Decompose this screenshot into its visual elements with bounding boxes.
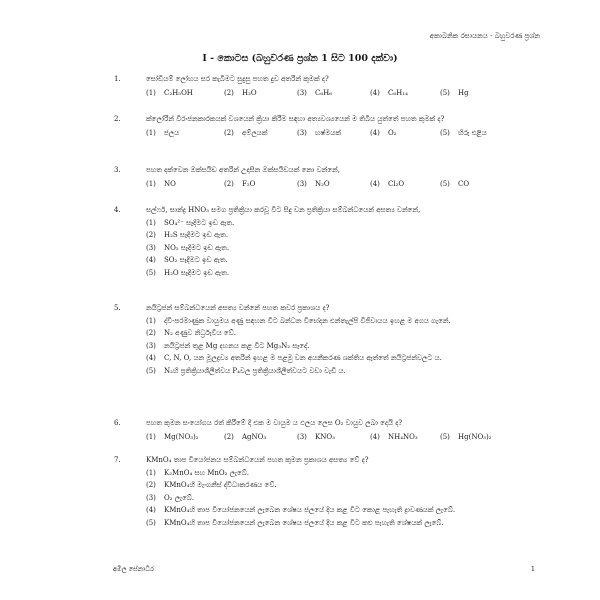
option-5: (5) CO: [440, 180, 470, 188]
question-5: [114, 303, 544, 377]
option-4: (4) C₆H₁₄: [370, 89, 408, 97]
option-5: (5) Hg: [440, 89, 469, 97]
option-4: (4) SO₂ සෑදීමට ඉඩ ඇත.: [146, 256, 228, 264]
option-2: (2) KMnO₄හි මැංගනීස් ද්විධාකරණය වේ.: [146, 481, 277, 489]
option-3: (3) නයිට්‍රජන් තුළ Mg දහනය කළ විට Mg₃N₂ සෑදේ.: [146, 341, 310, 350]
options-row: [146, 179, 544, 190]
option-4: (4) O₂: [370, 129, 397, 137]
question-stem: පහත දක්වෙන ඔක්සයිඩ අතරින් උදාසීන ඔක්සයිඩයක් නො වන්නේ,: [146, 166, 340, 174]
options-column: [114, 316, 544, 377]
question-stem: සල්ෆර්, සාන්ද්‍ර HNO₃ සමග ප්‍රතික්‍රියා කරවූ විට සිදු වන ප්‍රතික්‍රියා සම්බන්ධයෙන් අසත්‍ය වන්නේ,: [146, 206, 421, 214]
options-row: [146, 432, 544, 443]
option-2: (2) H₂O: [224, 89, 257, 97]
option-1: (1) ජලය: [146, 129, 180, 137]
question-1: [114, 74, 544, 99]
option-3: (3) N₂O: [297, 180, 330, 188]
header-title: අකාබනික රසායනය - බහුවරණ ප්‍රශ්න: [429, 32, 540, 40]
question-4: [114, 205, 544, 279]
option-5: (5) Hg(NO₃)₂: [440, 433, 492, 441]
option-4: (4) Cl₂O: [370, 180, 405, 188]
option-2: (2) N₂ අණුව නිර්ධ්‍රැවීය වේ.: [146, 329, 236, 337]
question-number: 5.: [114, 304, 121, 312]
option-2: (2) H₂S සෑදීමට ඉඩ ඇත.: [146, 231, 229, 239]
footer-author: අමිල සේනාධිර: [113, 565, 154, 573]
option-5: (5) H₂O සෑදීමට ඉඩ ඇත.: [146, 268, 230, 277]
option-1: (1) Mg(NO₃)₂: [146, 433, 199, 441]
question-number: 1.: [114, 75, 121, 83]
option-1: (1) ද්වි-පරමාණුක වායුමය අණු සඳහන විට බන්ධන විභේදන එන්තැල්පි විජිවායය ඉහළ ම අගය ගැනේ.: [146, 316, 451, 325]
option-5: (5) KMnO₄හි තාප වියෝජනයෙන් ලැබෙන ශේෂය ජලයේ දිය කළ විට කළු පැහැති ශේෂයක් ලැබේ.: [146, 518, 444, 527]
options-column: [114, 468, 544, 529]
option-3: (3) හෂ්මයක්: [297, 129, 341, 137]
option-4: (4) NH₄NO₃: [370, 433, 418, 441]
question-stem: පහත කුමන සංයෝගය රත් කිරීමේ දී එක ම වායුම ය ඵලය ලෙස O₂ වායුව ලබා දෙයි ද?: [146, 419, 403, 427]
question-stem: සෝඩියම් ලෝහය සර කැබිමට සුදුසු පහත දුව අතරින් කුමක් ද?: [146, 75, 329, 83]
question-stem: ක්ලෝරින් විරංජනකාරකයක් වශයෙන් ක්‍රියා කිරීම සඳහා අත්‍යවශ්‍යයෙන් ම තිබිය යුත්තේ පහත කුමක් ද?: [146, 115, 445, 123]
options-row: [146, 128, 544, 139]
page-number: 1: [530, 565, 535, 573]
options-column: [114, 218, 544, 279]
section-title: I - කොටස (බහුවරණ ප්‍රශ්න 1 සිට 100 දක්වා): [202, 53, 398, 64]
options-row: [146, 88, 544, 99]
option-5: (5) N₂හි ප්‍රතික්‍රියාශීලීත්වය P₄වල ප්‍රතික්‍රියාශීලීත්වයට වඩා වැඩි ය.: [146, 366, 346, 375]
option-3: (3) O₂ ලැබේ.: [146, 493, 195, 502]
option-5: (5) හිරු එළිය: [440, 129, 487, 137]
question-stem: නයිට්‍රජන් සම්බන්ධයෙන් අසත්‍ය වන්නේ පහත කවර ප්‍රකාශය ද?: [146, 304, 330, 312]
option-1: (1) NO: [146, 180, 176, 188]
question-number: 3.: [114, 166, 121, 174]
option-3: (3) NO₂ සෑදීමට ඉඩ ඇත.: [146, 243, 230, 252]
question-number: 2.: [114, 115, 121, 123]
option-2: (2) අම්ලයක්: [224, 129, 268, 137]
option-3: (3) KNO₃: [297, 433, 335, 441]
question-number: 4.: [114, 206, 121, 214]
question-number: 6.: [114, 419, 121, 427]
option-4: (4) C, N, O, යන මූලද්‍රව්‍ය අතරින් ඉහළ ම පළමු වන අයනීකරණ ශක්තිය ඇත්තේ නයිට්‍රජන්වලට ය.: [146, 354, 442, 362]
option-1: (1) C₂H₅OH: [146, 89, 193, 97]
option-3: (3) C₆H₆: [297, 89, 333, 97]
option-2: (2) F₂O: [224, 180, 256, 188]
question-number: 7.: [114, 456, 121, 464]
question-3: [114, 165, 544, 190]
question-stem: KMnO₄ තාප වියෝජනය සම්බන්ධයෙන් පහත කුමන ප්‍රකාශය අසත්‍ය වේ ද?: [146, 456, 369, 464]
question-6: [114, 418, 544, 443]
option-1: (1) SO₄²⁻ සෑදීමට ඉඩ ඇත.: [146, 218, 235, 227]
option-2: (2) AgNO₃: [224, 433, 267, 441]
question-7: [114, 455, 544, 529]
option-4: (4) KMnO₄හි තාප වියෝජනයෙන් ලැබෙන ශේෂය ජලයේ දිය කළ විට කොළ පැහැති ද්‍රාවණයක් ලැබේ.: [146, 506, 456, 514]
question-2: [114, 114, 544, 139]
option-1: (1) K₂MnO₄ සහ MnO₂ ලැබේ.: [146, 468, 249, 477]
